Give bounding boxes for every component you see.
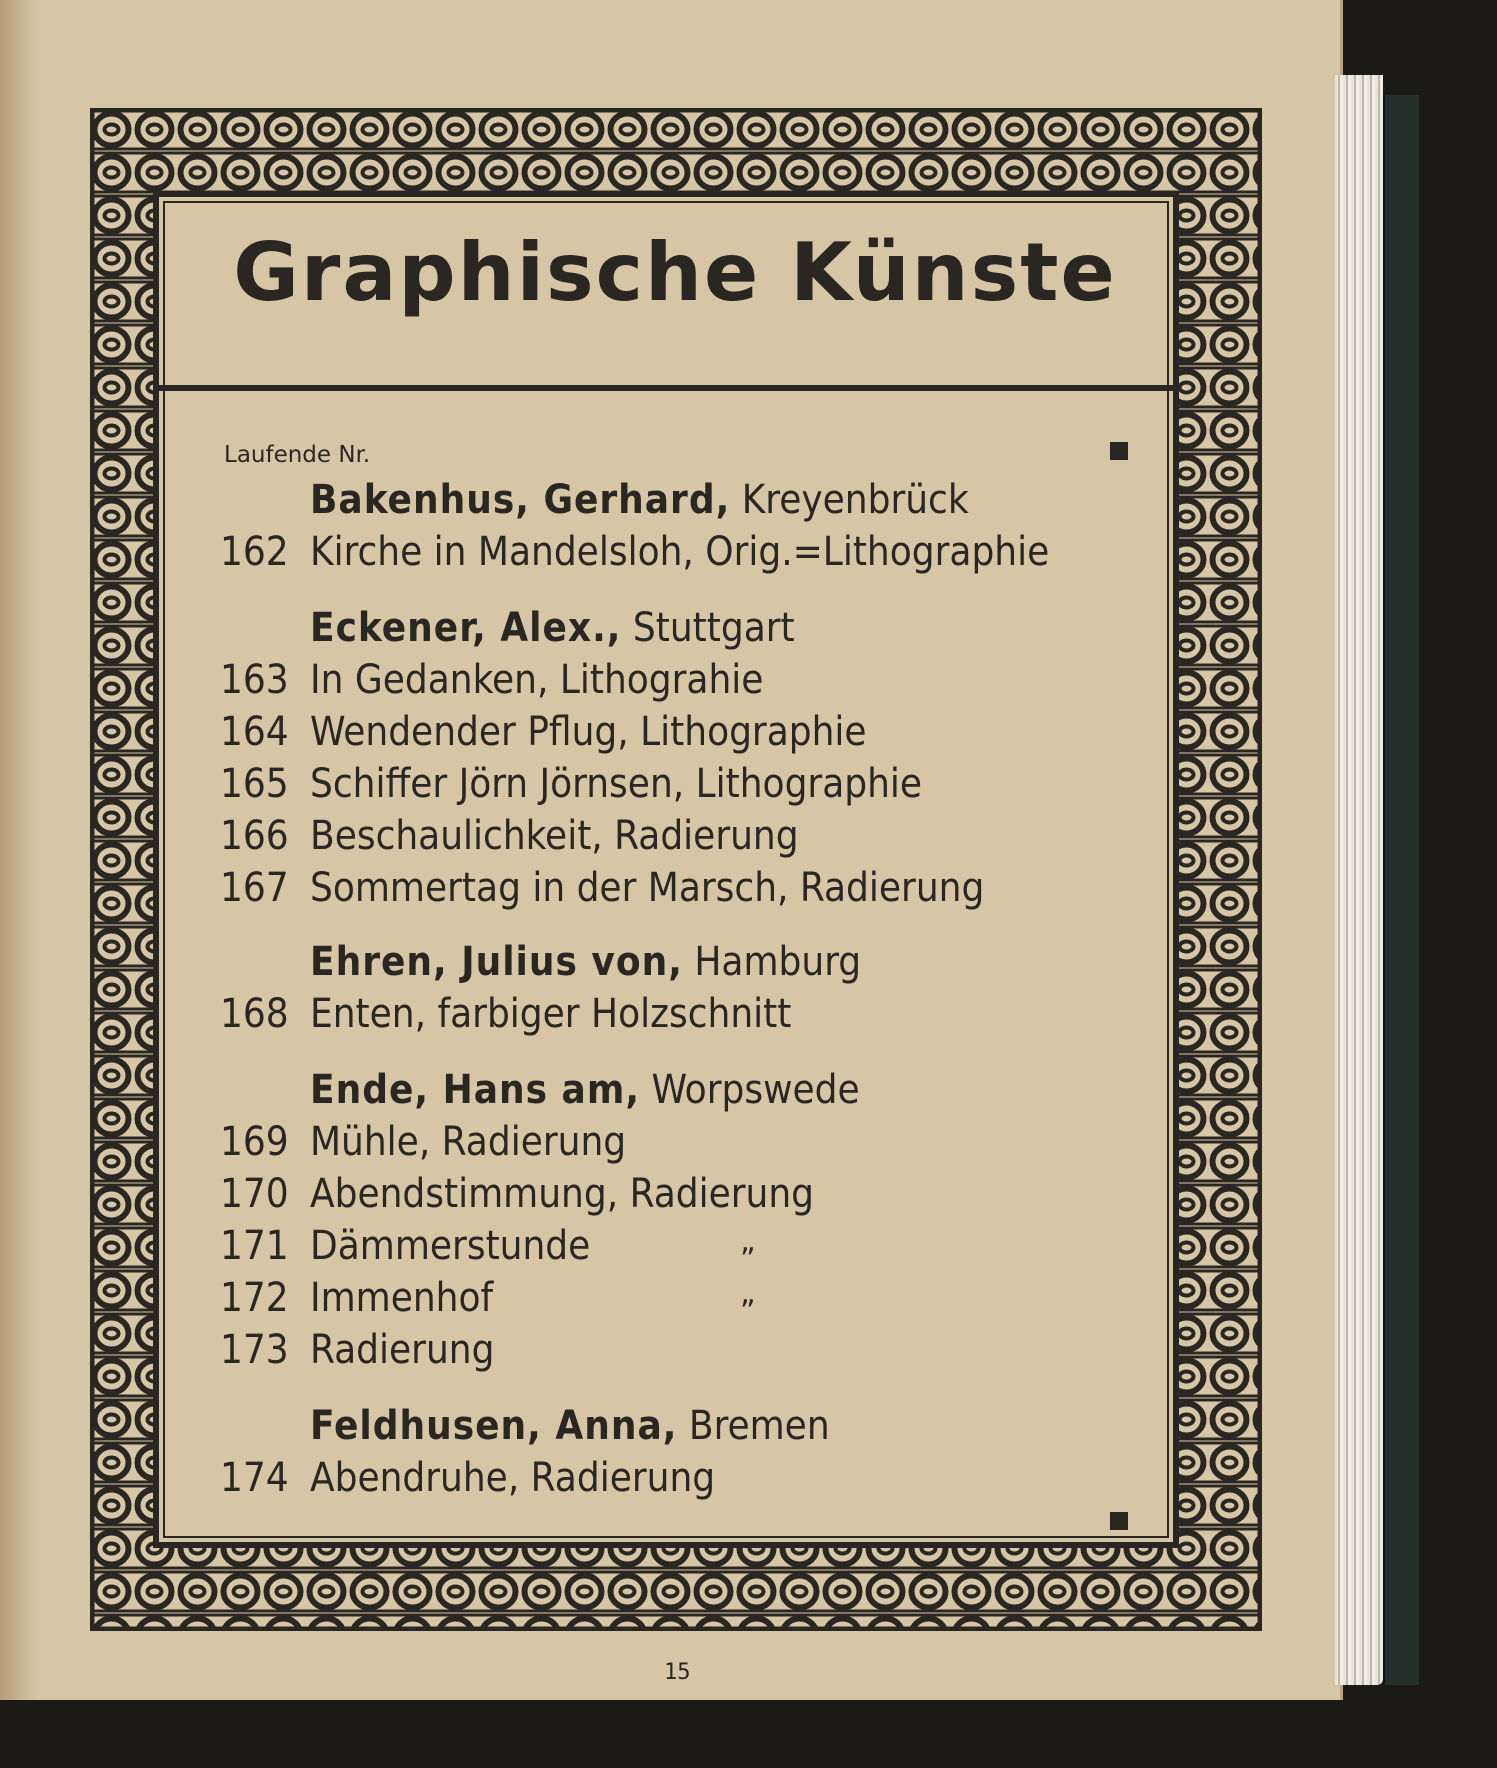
artist-line <box>310 1402 830 1450</box>
artist-place: Worpswede <box>651 1067 860 1113</box>
artist-place: Hamburg <box>694 939 862 985</box>
artist-name: Eckener, Alex., <box>310 605 622 651</box>
catalogue-item <box>220 760 922 808</box>
item-number: 171 <box>220 1223 289 1269</box>
item-title: Abendruhe, Radierung <box>310 1455 716 1501</box>
item-title: Immenhof <box>310 1275 494 1321</box>
artist-line <box>310 604 795 652</box>
artist-line <box>310 1066 860 1114</box>
artist-place: Stuttgart <box>632 605 795 651</box>
catalogue-item <box>220 1118 626 1166</box>
item-title: Mühle, Radierung <box>310 1119 627 1165</box>
item-number: 172 <box>220 1275 289 1321</box>
item-number: 163 <box>220 657 289 703</box>
catalogue-item <box>220 1454 715 1502</box>
catalogue-item <box>220 1222 590 1270</box>
artist-line <box>310 476 969 524</box>
ditto-mark: „ <box>740 1276 756 1311</box>
square-marker-top <box>1110 442 1128 460</box>
artist-place: Kreyenbrück <box>741 477 969 523</box>
catalogue-item <box>220 1326 494 1374</box>
item-title: Radierung <box>310 1327 495 1373</box>
item-title: Wendender Pflug, Lithographie <box>310 709 867 755</box>
ornamental-frame <box>90 108 1262 1631</box>
column-header: Laufende Nr. <box>224 442 371 468</box>
catalogue-item <box>220 708 867 756</box>
catalogue-item <box>220 1170 814 1218</box>
page-gutter <box>0 0 40 1700</box>
item-title: Dämmerstunde <box>310 1223 591 1269</box>
item-number: 162 <box>220 529 289 575</box>
title-box <box>176 194 1174 376</box>
catalogue-item <box>220 1274 493 1322</box>
catalogue-item <box>220 990 791 1038</box>
artist-name: Ende, Hans am, <box>310 1067 640 1113</box>
item-title: Sommertag in der Marsch, Radierung <box>310 865 985 911</box>
artist-place: Bremen <box>688 1403 830 1449</box>
item-number: 165 <box>220 761 289 807</box>
ditto-mark: „ <box>740 1224 756 1259</box>
artist-name: Bakenhus, Gerhard, <box>310 477 731 523</box>
item-title: Beschaulichkeit, Radierung <box>310 813 799 859</box>
item-number: 170 <box>220 1171 289 1217</box>
book-cover <box>1383 95 1419 1685</box>
item-number: 168 <box>220 991 289 1037</box>
catalogue-item <box>220 812 799 860</box>
catalogue-item <box>220 864 984 912</box>
item-number: 164 <box>220 709 289 755</box>
item-number: 167 <box>220 865 289 911</box>
item-number: 166 <box>220 813 289 859</box>
item-title: Schiffer Jörn Jörnsen, Lithographie <box>310 761 923 807</box>
page-edges <box>1335 75 1383 1685</box>
page-number: 15 <box>664 1660 691 1685</box>
catalogue-item <box>220 656 763 704</box>
item-title: Enten, farbiger Holzschnitt <box>310 991 792 1037</box>
item-number: 174 <box>220 1455 289 1501</box>
square-marker-bottom <box>1110 1512 1128 1530</box>
page-title: Graphische Künste <box>233 226 1117 319</box>
item-title: Abendstimmung, Radierung <box>310 1171 815 1217</box>
artist-line <box>310 938 861 986</box>
item-title: In Gedanken, Lithograhie <box>310 657 764 703</box>
artist-name: Ehren, Julius von, <box>310 939 683 985</box>
item-number: 173 <box>220 1327 289 1373</box>
catalogue-item <box>220 528 1049 576</box>
item-title: Kirche in Mandelsloh, Orig.=Lithographie <box>310 529 1050 575</box>
artist-name: Feldhusen, Anna, <box>310 1403 678 1449</box>
item-number: 169 <box>220 1119 289 1165</box>
